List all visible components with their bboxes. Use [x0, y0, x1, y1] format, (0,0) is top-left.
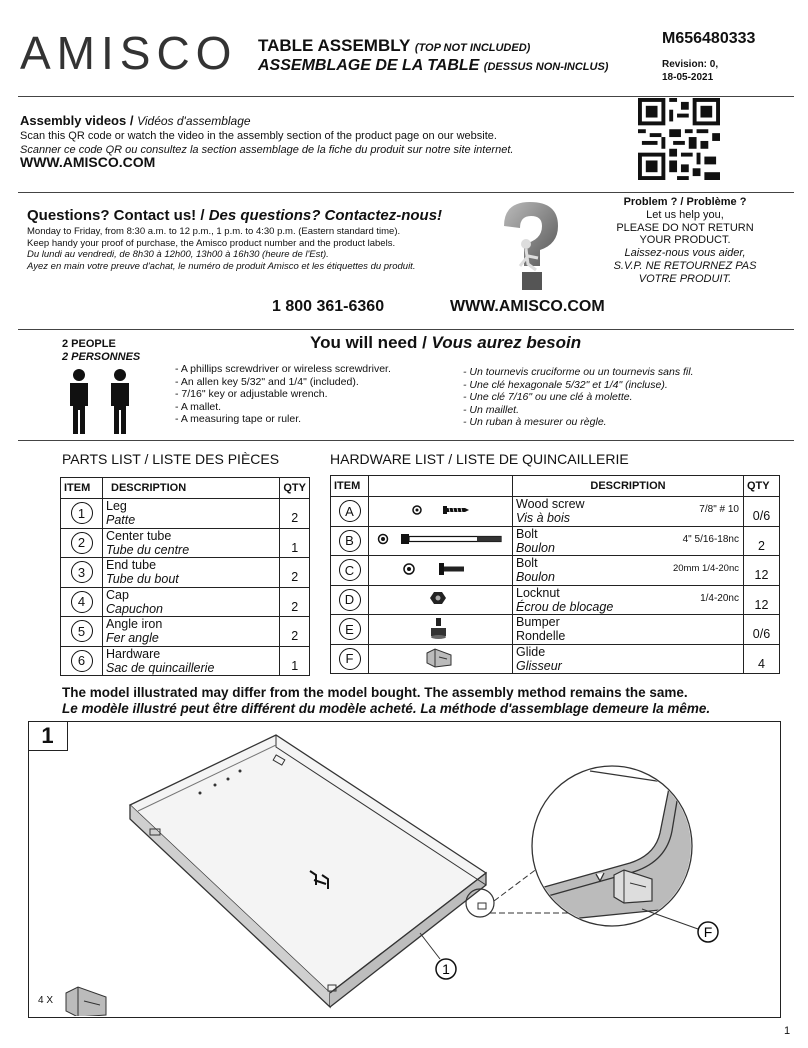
part-name-en: Leg	[106, 499, 127, 514]
part-qty: 2	[280, 617, 310, 647]
videos-text	[20, 129, 513, 157]
need-item: - Une clé hexagonale 5/32" et 1/4" (incluse).	[463, 378, 668, 391]
videos-line-en: Scan this QR code or watch the video in the assembly section of the product page on our website.	[20, 130, 497, 142]
hardware-name-fr: Boulon	[516, 570, 555, 585]
qr-code[interactable]	[638, 98, 720, 180]
item-number-badge: 5	[71, 620, 93, 642]
table-row	[61, 617, 310, 647]
bumper-icon	[369, 616, 512, 640]
hardware-name-en: Bumper	[516, 615, 560, 630]
hardware-table	[330, 475, 780, 674]
hardware-name-fr: Boulon	[516, 540, 555, 555]
item-number-badge: 1	[71, 502, 93, 524]
videos-line-fr: Scanner ce code QR ou consultez la section assemblage de la fiche du produit sur notre site internet.	[20, 144, 514, 156]
col-item: ITEM	[61, 478, 103, 499]
people-count-fr: 2 PERSONNES	[62, 351, 141, 363]
contact-heading-fr: Des questions? Contactez-nous!	[208, 207, 443, 224]
need-item: - Un tournevis cruciforme ou un tournevis sans fil.	[463, 366, 694, 378]
table-row	[61, 499, 310, 529]
hardware-name-fr: Écrou de blocage	[516, 599, 614, 614]
title-en	[258, 36, 530, 56]
part-name-fr: Fer angle	[106, 631, 159, 646]
hardware-list-heading: HARDWARE LIST / LISTE DE QUINCAILLERIE	[330, 451, 629, 467]
need-item: - 7/16" key or adjustable wrench.	[175, 388, 328, 400]
problem-line2: PLEASE DO NOT RETURN	[616, 221, 754, 234]
contact-line2: Keep handy your proof of purchase, the Amisco product number and the product labels.	[27, 237, 396, 249]
item-number-badge: 2	[71, 532, 93, 554]
brand-logo: AMISCO	[20, 27, 238, 79]
problem-line4: Laissez-nous vous aider,	[624, 247, 746, 260]
divider	[18, 192, 794, 193]
problem-line5: S.V.P. NE RETOURNEZ PAS	[613, 259, 757, 272]
part-name-fr: Tube du centre	[106, 542, 190, 557]
hardware-spec: 7/8" # 10	[699, 504, 739, 515]
table-row	[331, 615, 780, 645]
divider	[18, 96, 794, 97]
glide-quantity: 4 X	[38, 995, 54, 1006]
contact-line4: Ayez en main votre preuve d'achat, le numéro de produit Amisco et les étiquettes du produit.	[27, 260, 416, 272]
hardware-name-fr: Vis à bois	[516, 511, 570, 526]
videos-heading-en: Assembly videos /	[20, 113, 134, 128]
model-number: M656480333	[662, 30, 756, 47]
hardware-name-en: Bolt	[516, 526, 538, 541]
part-name-en: Center tube	[106, 528, 172, 543]
table-row	[61, 558, 310, 588]
notice-fr: Le modèle illustré peut être différent du modèle acheté. La méthode d'assemblage demeure la même.	[62, 701, 711, 716]
need-title	[310, 333, 581, 353]
contact-website-link[interactable]: WWW.AMISCO.COM	[450, 298, 605, 315]
hardware-qty: 4	[744, 644, 780, 674]
hardware-qty: 2	[744, 526, 780, 556]
contact-heading-en: Questions? Contact us! /	[27, 207, 205, 224]
col-qty: QTY	[744, 476, 780, 497]
part-qty: 2	[280, 587, 310, 617]
parts-table	[60, 477, 310, 676]
divider	[18, 329, 794, 330]
part-qty: 1	[280, 646, 310, 676]
item-number-badge: 3	[71, 561, 93, 583]
leg-callout: 1	[442, 961, 450, 977]
videos-heading	[20, 113, 251, 128]
need-item: - A measuring tape or ruler.	[175, 413, 302, 425]
hardware-qty: 12	[744, 585, 780, 615]
hardware-name-en: Wood screw	[516, 497, 585, 512]
hardware-spec: 20mm 1/4-20nc	[672, 563, 739, 574]
page-number: 1	[784, 1025, 791, 1037]
table-row	[61, 646, 310, 676]
item-number-badge: 6	[71, 650, 93, 672]
item-letter-badge: F	[339, 648, 361, 670]
hardware-name-fr: Glisseur	[516, 658, 562, 673]
problem-title: Problem ? / Problème ?	[623, 196, 747, 208]
hardware-qty: 0/6	[744, 615, 780, 645]
item-letter-badge: B	[339, 530, 361, 552]
part-name-fr: Patte	[106, 513, 136, 528]
table-row	[331, 585, 780, 615]
col-description: DESCRIPTION	[513, 476, 744, 497]
problem-line3: YOUR PRODUCT.	[639, 234, 731, 247]
hardware-name-fr: Rondelle	[516, 629, 566, 644]
table-header-row	[331, 476, 780, 497]
hardware-spec: 4" 5/16-18nc	[682, 533, 739, 545]
table-row	[331, 644, 780, 674]
glide-icon	[369, 645, 512, 669]
long-bolt-icon	[369, 527, 512, 551]
need-item: - Un maillet.	[463, 403, 520, 416]
phone-number[interactable]: 1 800 361-6360	[272, 298, 385, 315]
table-row	[61, 587, 310, 617]
table-row	[331, 497, 780, 527]
need-title-fr: Vous aurez besoin	[431, 333, 582, 352]
divider	[18, 440, 794, 441]
title-fr	[258, 57, 608, 75]
part-name-en: Hardware	[106, 646, 161, 661]
part-name-en: Angle iron	[106, 617, 163, 632]
part-qty: 1	[280, 528, 310, 558]
contact-heading	[27, 207, 442, 224]
need-item: - An allen key 5/32" and 1/4" (included).	[175, 375, 359, 388]
part-qty: 2	[280, 558, 310, 588]
title-fr-text: ASSEMBLAGE DE LA TABLE	[258, 57, 480, 74]
part-name-fr: Capuchon	[106, 601, 163, 616]
step-number: 1	[28, 721, 68, 751]
people-count-en: 2 PEOPLE	[62, 338, 116, 350]
locknut-icon	[369, 586, 512, 610]
part-name-en: Cap	[106, 587, 129, 602]
step-1-illustration	[30, 723, 779, 1016]
hardware-qty: 0/6	[744, 497, 780, 527]
title-en-note: (TOP NOT INCLUDED)	[414, 42, 531, 54]
need-item: - Une clé 7/16" ou une clé à molette.	[463, 391, 633, 403]
contact-line3: Du lundi au vendredi, de 8h30 à 12h00, 13h00 à 16h30 (heure de l'Est).	[27, 249, 329, 260]
part-qty: 2	[280, 499, 310, 529]
hardware-name-en: Locknut	[516, 585, 560, 600]
problem-line6: VOTRE PRODUIT.	[638, 272, 732, 285]
wood-screw-icon	[369, 498, 512, 522]
two-people-icon	[64, 368, 136, 436]
videos-website-link[interactable]: WWW.AMISCO.COM	[20, 154, 156, 170]
hardware-spec: 1/4-20nc	[700, 592, 739, 604]
short-bolt-icon	[369, 557, 512, 581]
table-row	[331, 556, 780, 586]
hardware-name-en: Bolt	[516, 556, 538, 571]
need-list-fr	[463, 366, 694, 429]
item-letter-badge: A	[339, 500, 361, 522]
videos-heading-fr: Vidéos d'assemblage	[137, 114, 251, 128]
need-list-en	[175, 363, 391, 426]
item-letter-badge: D	[339, 589, 361, 611]
glide-callout: F	[703, 924, 713, 940]
parts-list-heading: PARTS LIST / LISTE DES PIÈCES	[62, 451, 280, 467]
revision-label: Revision: 0,	[662, 59, 719, 70]
revision	[662, 58, 718, 84]
part-name-en: End tube	[106, 558, 157, 573]
item-number-badge: 4	[71, 591, 93, 613]
problem-box	[590, 196, 780, 286]
table-row	[331, 526, 780, 556]
revision-date: 18-05-2021	[662, 72, 714, 83]
need-item: - A phillips screwdriver or wireless screwdriver.	[175, 363, 391, 375]
item-letter-badge: C	[339, 559, 361, 581]
need-item: - Un ruban à mesurer ou règle.	[463, 416, 607, 428]
col-qty: QTY	[280, 478, 310, 499]
part-name-fr: Tube du bout	[106, 572, 179, 587]
col-description: DESCRIPTION	[103, 478, 280, 499]
table-row	[61, 528, 310, 558]
need-title-en: You will need /	[310, 333, 427, 352]
hardware-qty: 12	[744, 556, 780, 586]
item-letter-badge: E	[339, 618, 361, 640]
hardware-name-en: Glide	[516, 644, 546, 659]
col-item: ITEM	[331, 476, 369, 497]
col-image	[369, 476, 513, 497]
need-item: - A mallet.	[175, 400, 222, 413]
notice-en: The model illustrated may differ from the model bought. The assembly method remains the same.	[62, 685, 688, 700]
problem-line1: Let us help you,	[646, 208, 724, 221]
contact-line1: Monday to Friday, from 8:30 a.m. to 12 p.m., 1 p.m. to 4:30 p.m. (Eastern standard time).	[27, 226, 401, 237]
table-header-row	[61, 478, 310, 499]
contact-text	[27, 226, 415, 272]
part-name-fr: Sac de quincaillerie	[106, 660, 215, 675]
title-en-text: TABLE ASSEMBLY	[258, 36, 411, 55]
question-mark-illustration	[492, 196, 572, 296]
title-fr-note: (DESSUS NON-INCLUS)	[483, 61, 609, 73]
